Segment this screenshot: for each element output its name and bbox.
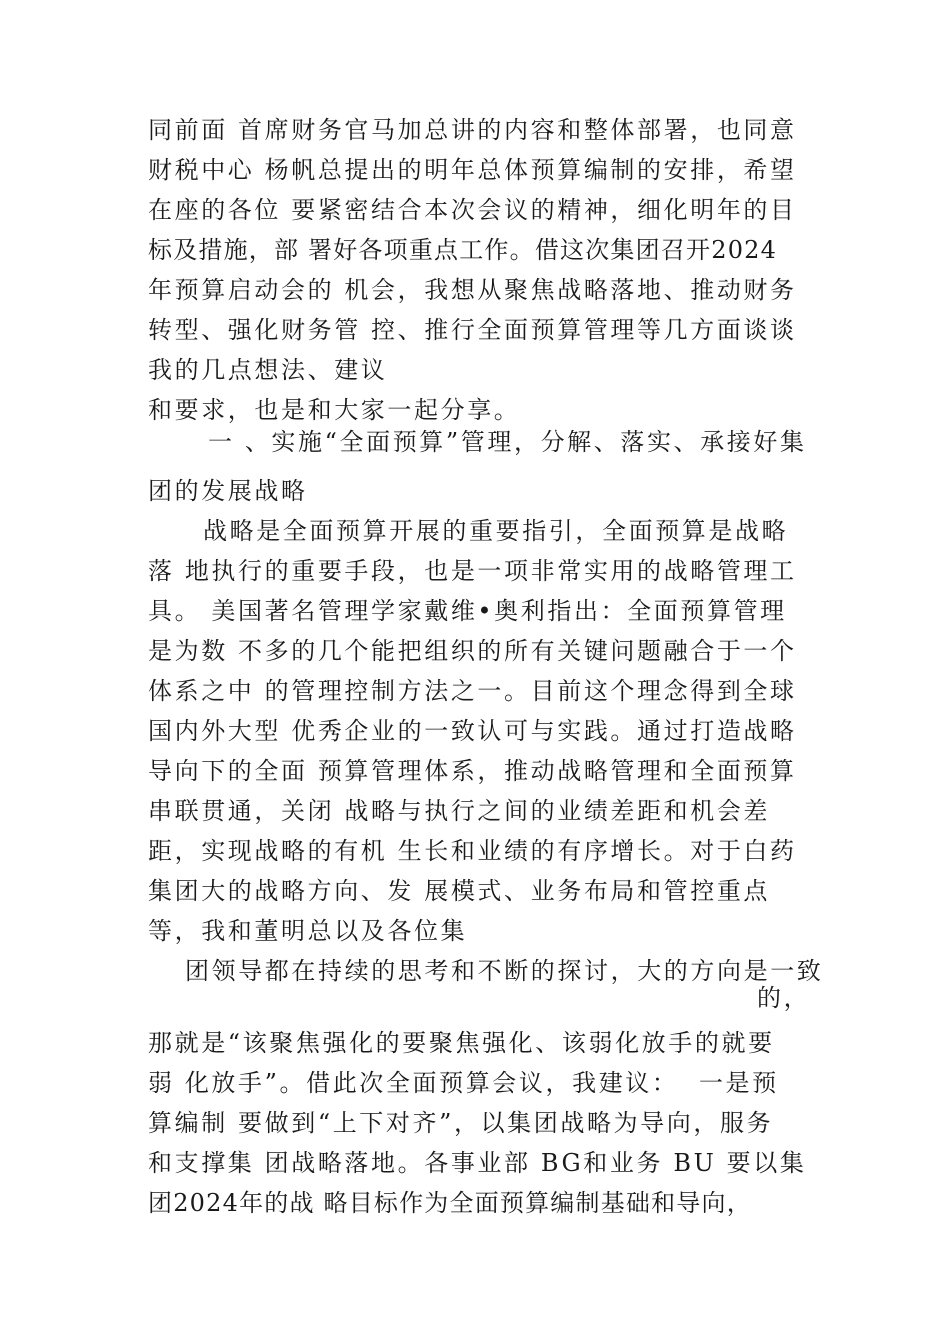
text-line: 是为数 不多的几个能把组织的所有关键问题融合于一个: [148, 637, 797, 665]
text-line: 集团大的战略方向、发 展模式、业务布局和管控重点: [148, 877, 771, 905]
text-line: 团2024年的战 略目标作为全面预算编制基础和导向，: [148, 1189, 752, 1217]
text-line: 具。 美国著名管理学家戴维•奥利指出：全面预算管理: [148, 597, 787, 625]
text-line-overflow: 的，: [757, 984, 811, 1012]
section-heading: 一 、实施“全面预算”管理，分解、落实、承接好集: [208, 428, 807, 456]
text-line: 同前面 首席财务官马加总讲的内容和整体部署，也同意: [148, 116, 797, 144]
text-line: 我的几点想法、建议: [148, 356, 388, 384]
text-line: 转型、强化财务管 控、推行全面预算管理等几方面谈谈: [148, 316, 797, 344]
text-line: 团领导都在持续的思考和不断的探讨，大的方向是一致: [185, 957, 824, 985]
text-line: 那就是“该聚焦强化的要聚焦强化、该弱化放手的就要: [148, 1029, 775, 1057]
text-line: 串联贯通，关闭 战略与执行之间的业绩差距和机会差: [148, 797, 771, 825]
text-line: 弱 化放手”。借此次全面预算会议，我建议： 一是预: [148, 1069, 779, 1097]
text-line: 落 地执行的重要手段，也是一项非常实用的战略管理工: [148, 557, 797, 585]
text-line: 距，实现战略的有机 生长和业绩的有序增长。对于白药: [148, 837, 797, 865]
text-line: 年预算启动会的 机会，我想从聚焦战略落地、推动财务: [148, 276, 797, 304]
section-heading-continued: 团的发展战略: [148, 477, 308, 505]
text-line: 导向下的全面 预算管理体系，推动战略管理和全面预算: [148, 757, 797, 785]
text-line: 在座的各位 要紧密结合本次会议的精神，细化明年的目: [148, 196, 797, 224]
text-line: 和支撑集 团战略落地。各事业部 BG和业务 BU 要以集: [148, 1149, 807, 1177]
text-line: 和要求，也是和大家一起分享。: [148, 396, 521, 424]
text-line: 算编制 要做到“上下对齐”，以集团战略为导向，服务: [148, 1109, 774, 1137]
text-line: 体系之中 的管理控制方法之一。目前这个理念得到全球: [148, 677, 797, 705]
text-line: 国内外大型 优秀企业的一致认可与实践。通过打造战略: [148, 717, 797, 745]
text-line: 财税中心 杨帆总提出的明年总体预算编制的安排，希望: [148, 156, 797, 184]
text-line: 标及措施，部 署好各项重点工作。借这次集团召开2024: [148, 236, 778, 264]
text-line: 等，我和董明总以及各位集: [148, 917, 468, 945]
text-line: 战略是全面预算开展的重要指引，全面预算是战略: [203, 517, 789, 545]
